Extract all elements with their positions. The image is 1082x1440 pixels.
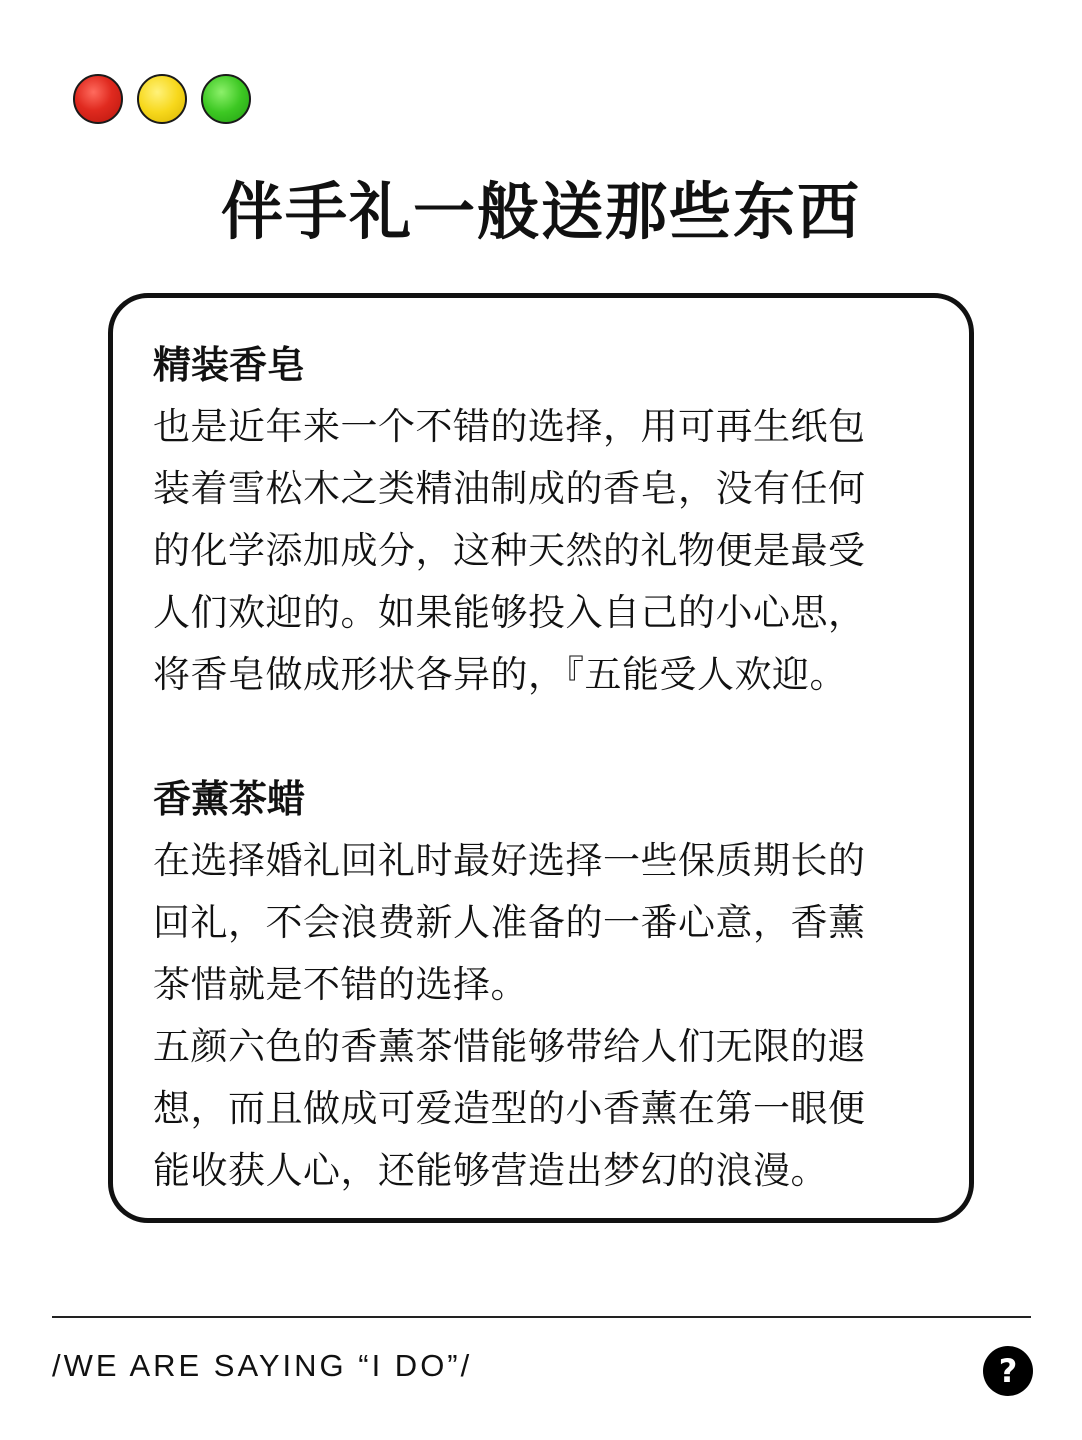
footer-tagline: /WE ARE SAYING “I DO”/: [52, 1348, 473, 1383]
section-heading: 精装香皂: [153, 343, 306, 387]
page-title: 伴手礼一般送那些东西: [220, 175, 861, 248]
section-body: 在选择婚礼回礼时最好选择一些保质期长的 回礼，不会浪费新人准备的一番心意，香薰 茶惜就是不错的选择。 五颜六色的香薰茶惜能够带给人们无限的遐 想，而且做成可爱造型的小香薰在第一眼便 能收获人心，还能够营造出梦幻的浪漫。: [153, 839, 866, 1192]
question-mark-icon[interactable]: ?: [983, 1346, 1033, 1396]
section-heading: 香薰茶蜡: [153, 777, 306, 821]
maximize-window-button[interactable]: [201, 74, 251, 124]
minimize-window-button[interactable]: [137, 74, 187, 124]
content-card: [108, 293, 974, 1223]
section-body: 也是近年来一个不错的选择，用可再生纸包 装着雪松木之类精油制成的香皂，没有任何 的化学添加成分，这种天然的礼物便是最受 人们欢迎的。如果能够投入自己的小心思， 将香皂做成形状各异的，『五能受人欢迎。: [153, 405, 866, 696]
window-controls: [73, 74, 251, 126]
section-tea-candle: [153, 768, 929, 1202]
footer-divider: [52, 1316, 1031, 1318]
close-window-button[interactable]: [73, 74, 123, 124]
section-soap: [153, 334, 929, 706]
